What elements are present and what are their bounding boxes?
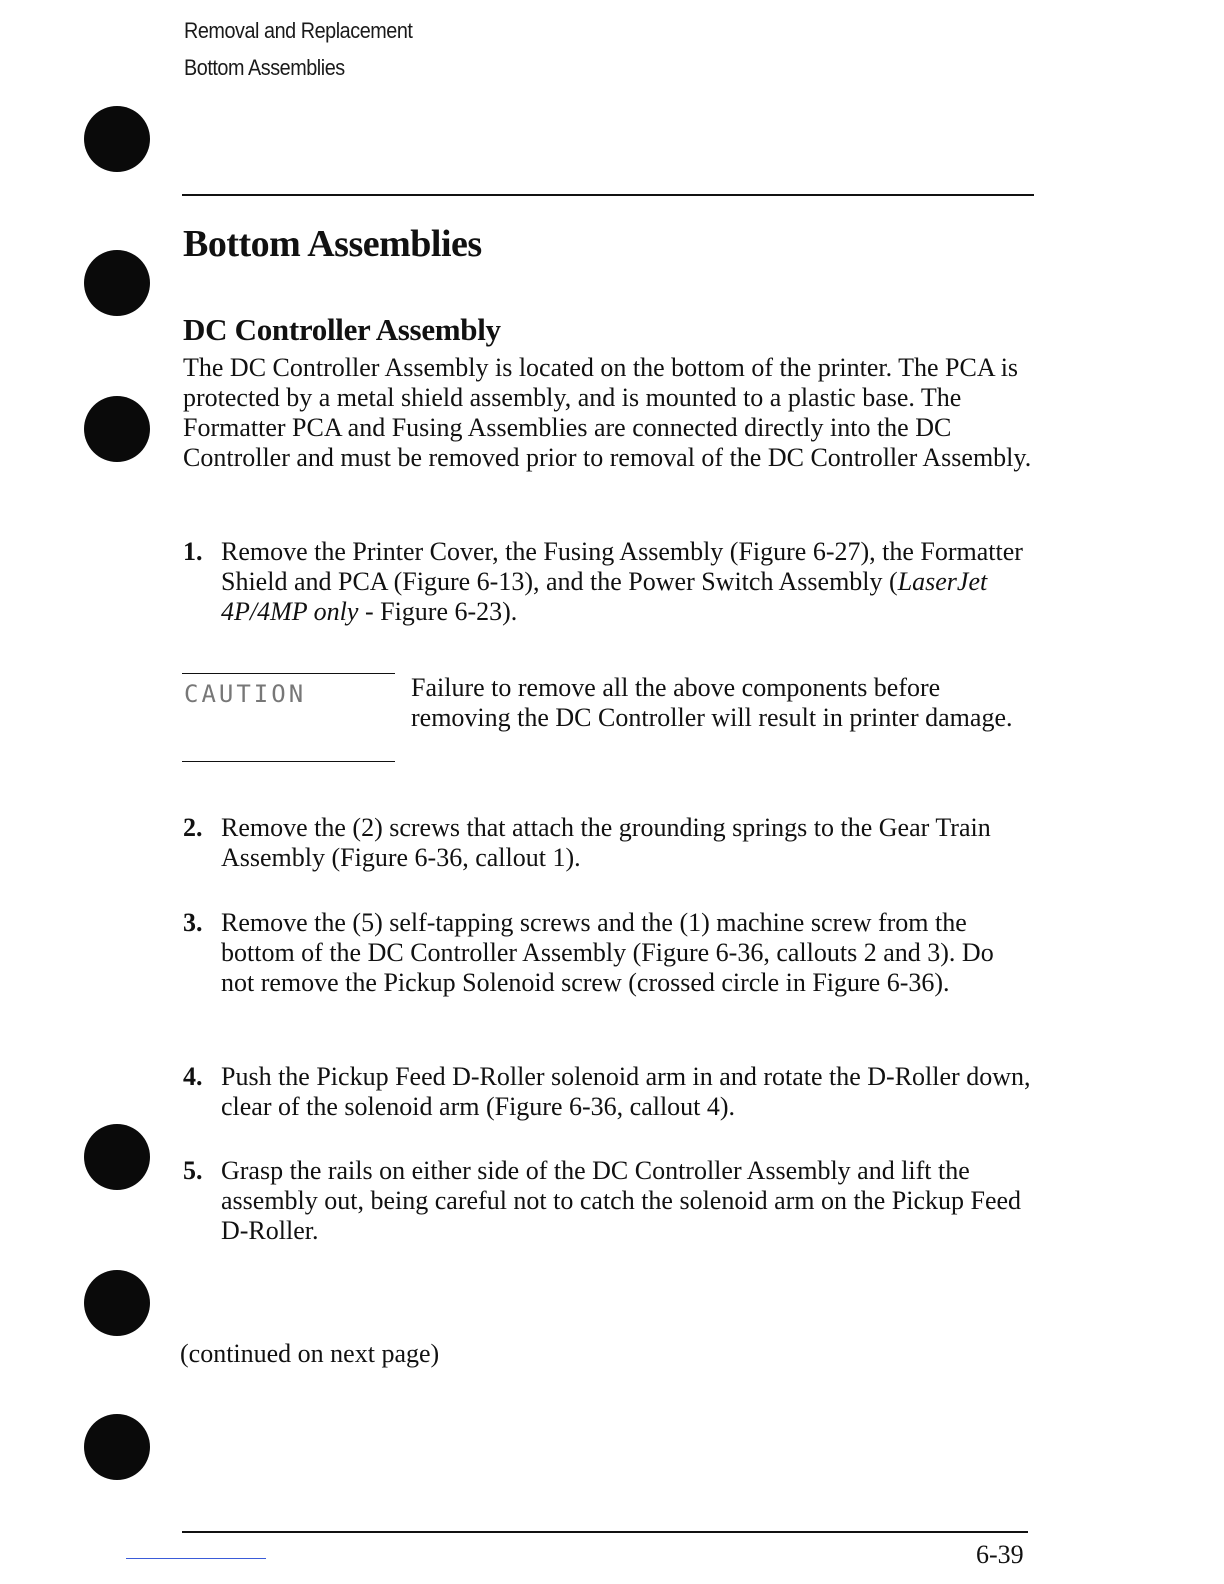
step-text: Remove the (2) screws that attach the grounding springs to the Gear Train Assembly (Figure 6-36, callout 1). <box>221 813 991 872</box>
page-number: 6-39 <box>976 1540 1024 1569</box>
punch-hole-6 <box>84 1414 150 1480</box>
section-title: DC Controller Assembly <box>183 312 501 347</box>
header-section: Removal and Replacement <box>184 18 413 43</box>
step-text-part: - Figure 6-23). <box>358 597 518 626</box>
step-5 <box>183 1156 1033 1248</box>
continued-note: (continued on next page) <box>180 1339 440 1368</box>
punch-hole-1 <box>84 106 150 172</box>
intro-paragraph: The DC Controller Assembly is located on the bottom of the printer. The PCA is protected by a metal shield assembly, and is mounted to a plastic base. The Formatter PCA and Fusing Assemblies are connected directly into the DC Controller and must be removed prior to removal of the DC Controller Assembly. <box>183 353 1032 472</box>
punch-hole-3 <box>84 396 150 462</box>
footer-rule <box>182 1531 1028 1533</box>
caution-rule-top <box>182 673 395 674</box>
caution-rule-bottom <box>182 761 395 762</box>
step-text <box>221 537 1031 627</box>
caution-text: Failure to remove all the above components before removing the DC Controller will result in printer damage. <box>411 673 1013 732</box>
step-number: 2. <box>183 813 203 842</box>
step-number: 4. <box>183 1062 203 1091</box>
step-text: Remove the (5) self-tapping screws and the (1) machine screw from the bottom of the DC Controller Assembly (Figure 6-36, callouts 2 and 3). Do not remove the Pickup Solenoid screw (crossed circle in Figure 6-36). <box>221 908 994 997</box>
punch-hole-2 <box>84 250 150 316</box>
step-2 <box>183 813 1033 875</box>
step-text-part: Remove the Printer Cover, the Fusing Assembly (Figure 6-27), the Formatter Shield and PCA (Figure 6-13), and the Power Switch Assembly ( <box>221 537 1023 596</box>
step-number: 1. <box>183 537 203 566</box>
top-rule <box>182 194 1034 196</box>
footer-link-line <box>126 1558 266 1559</box>
step-text: Push the Pickup Feed D-Roller solenoid arm in and rotate the D-Roller down, clear of the solenoid arm (Figure 6-36, callout 4). <box>221 1062 1031 1121</box>
punch-hole-5 <box>84 1270 150 1336</box>
step-text-italic: LaserJet 4P/4MP only <box>221 567 988 626</box>
step-4 <box>183 1062 1033 1124</box>
caution-label: CAUTION <box>184 680 307 708</box>
step-number: 5. <box>183 1156 203 1185</box>
page-title: Bottom Assemblies <box>183 223 482 265</box>
header-subsection: Bottom Assemblies <box>184 55 345 80</box>
step-text: Grasp the rails on either side of the DC Controller Assembly and lift the assembly out, being careful not to catch the solenoid arm on the Pickup Feed D-Roller. <box>221 1156 1022 1245</box>
step-1 <box>183 537 1033 629</box>
punch-hole-4 <box>84 1124 150 1190</box>
step-3 <box>183 908 1033 1030</box>
step-number: 3. <box>183 908 203 937</box>
